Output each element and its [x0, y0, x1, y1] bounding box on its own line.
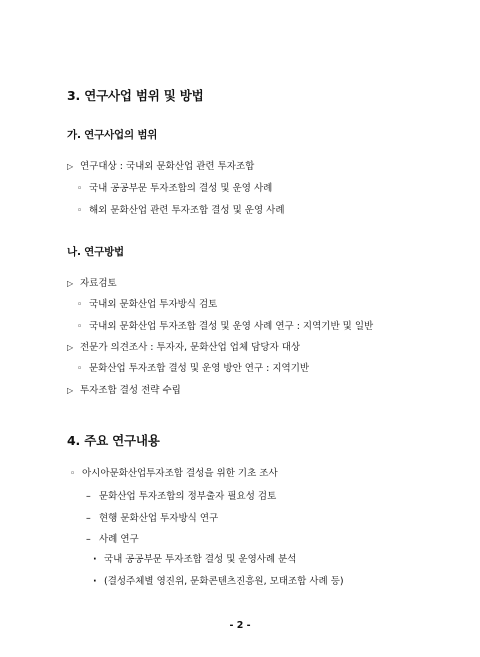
list-item-text: 현행 문화산업 투자방식 연구 [99, 513, 219, 524]
list-item-text: 국내 공공부문 투자조합의 결성 및 운영 사례 [89, 183, 273, 194]
method-label: 투자조합 결성 전략 수립 [80, 385, 181, 396]
method-item [67, 341, 300, 354]
method-label: 자료검토 [80, 278, 117, 289]
page-number: - 2 - [229, 620, 251, 631]
dash-bullet-icon: – [86, 534, 91, 545]
list-item [77, 182, 272, 196]
method-item [67, 384, 181, 397]
triangle-bullet-icon: ▷ [67, 279, 74, 288]
research-target-item [67, 160, 254, 173]
circle-bullet-icon: ◦ [77, 300, 83, 310]
list-item-text: 국내 공공부문 투자조합 결성 및 운영사례 분석 [104, 554, 297, 565]
list-item-text: 문화산업 투자조합 결성 및 운영 방안 연구 : 지역기반 [89, 363, 310, 374]
circle-bullet-icon: ◦ [77, 206, 83, 216]
list-item [93, 553, 296, 566]
research-target-text: 연구대상 : 국내외 문화산업 관련 투자조합 [80, 161, 255, 172]
dot-bullet-icon: · [93, 554, 97, 565]
list-item-text: 국내외 문화산업 투자조합 결성 및 운영 사례 연구 : 지역기반 및 일반 [89, 321, 374, 332]
list-item [77, 298, 217, 312]
list-item [93, 575, 344, 588]
list-item [70, 467, 278, 481]
triangle-bullet-icon: ▷ [67, 162, 74, 171]
list-item [86, 533, 139, 546]
triangle-bullet-icon: ▷ [67, 343, 74, 352]
list-item-text: 아시아문화산업투자조합 결성을 위한 기초 조사 [82, 468, 278, 479]
method-item [67, 277, 117, 290]
list-item [86, 512, 218, 525]
list-item [86, 490, 276, 503]
circle-bullet-icon: ◦ [77, 322, 83, 332]
section-3-heading: 3. 연구사업 범위 및 방법 [67, 88, 204, 103]
circle-bullet-icon: ◦ [70, 469, 76, 479]
list-item-text: 문화산업 투자조합의 정부출자 필요성 검토 [99, 491, 277, 502]
list-item [77, 362, 309, 376]
list-item-text: 사례 연구 [99, 534, 139, 545]
circle-bullet-icon: ◦ [77, 184, 83, 194]
subsection-a-heading: 가. 연구사업의 범위 [67, 129, 158, 141]
dash-bullet-icon: – [86, 491, 91, 502]
method-label: 전문가 의견조사 : 투자자, 문화산업 업체 담당자 대상 [80, 342, 301, 353]
circle-bullet-icon: ◦ [77, 364, 83, 374]
section-4-heading: 4. 주요 연구내용 [67, 433, 160, 448]
list-item-text: (결성주체별 영진위, 문화콘텐츠진흥원, 모태조합 사례 등) [104, 576, 344, 587]
dot-bullet-icon: · [93, 576, 97, 587]
list-item [77, 204, 285, 218]
triangle-bullet-icon: ▷ [67, 386, 74, 395]
dash-bullet-icon: – [86, 513, 91, 524]
list-item-text: 해외 문화산업 관련 투자조합 결성 및 운영 사례 [89, 205, 285, 216]
list-item-text: 국내외 문화산업 투자방식 검토 [89, 299, 218, 310]
list-item [77, 320, 373, 334]
subsection-b-heading: 나. 연구방법 [67, 246, 124, 258]
